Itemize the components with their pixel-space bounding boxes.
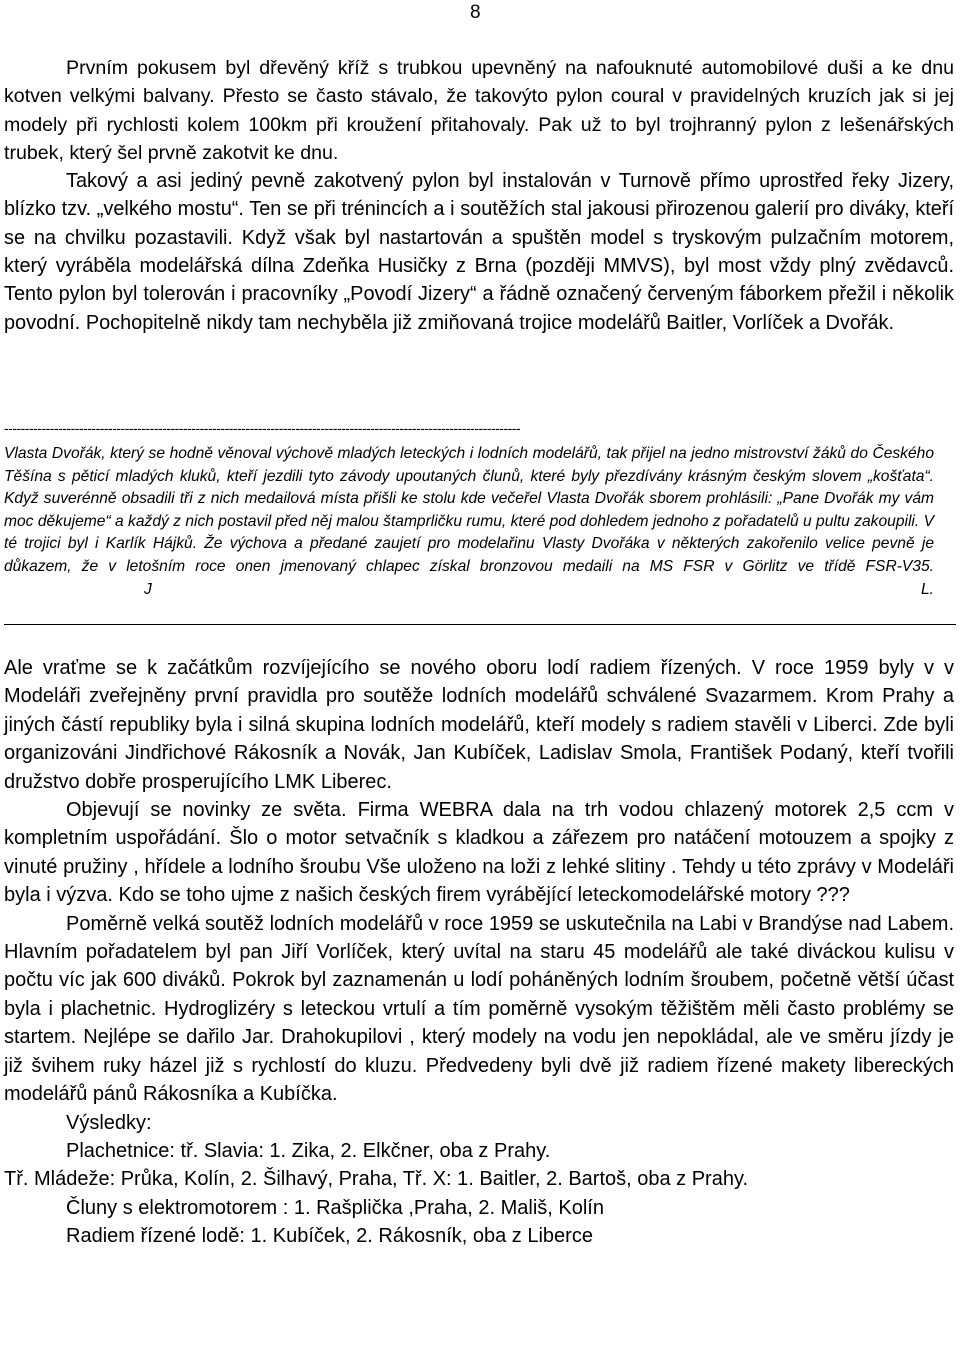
section-2 — [4, 654, 954, 1251]
footnote-text — [4, 443, 934, 601]
result-line-sailboats: Plachetnice: tř. Slavia: 1. Zika, 2. Elkčner, oba z Prahy. — [66, 1139, 551, 1162]
result-line-electric: Čluny s elektromotorem : 1. Rašplička ,Praha, 2. Mališ, Kolín — [66, 1196, 604, 1219]
paragraph-brandys-contest: Poměrně velká soutěž lodních modelářů v roce 1959 se uskutečnila na Labi v Brandýse nad Labem. Hlavním pořadatelem byl pan Jiří Vorlíček, který uvítal na staru 45 modelářů ale také diváckou kulisu v počtu víc jak 600 diváků. Pokrok byl zaznamenán u lodí poháněných lodním šroubem, početně větší účast byla i plachetnic. Hydroglizéry s leteckou vrtulí a tím poměrně vysokým těžištěm měli často problémy se startem. Nejlépe se dařilo Jar. Drahokupilovi , který modely na vodu jen nepokládal, ale ve směru jízdy je již švihem ruky házel již s rychlostí do kluzu. Předvedeny byli dvě již radiem řízené makety libereckých modelářů pánů Rákosníka a Kubíčka. — [4, 912, 954, 1106]
results-heading: Výsledky: — [66, 1111, 152, 1134]
section-1 — [4, 54, 954, 337]
footnote-box — [4, 443, 934, 601]
paragraph-pylon-history: Prvním pokusem byl dřevěný kříž s trubkou upevněný na nafouknuté automobilové duši a ke dnu kotven velkými balvany. Přesto se často stávalo, že takovýto pylon coural v pravidelných kruzích jak si jej modely při rychlosti kolem 100km při kroužení přitahovaly. Pak už to byl trojhranný pylon z lešenářských trubek, který šel prvně zakotvit ke dnu. — [4, 57, 954, 164]
footnote-body: Vlasta Dvořák, který se hodně věnoval výchově mladých leteckých i lodních modelářů, tak přijel na jedno mistrovství žáků do Českého Těšína s pěticí mladých kluků, kteří jezdili tyto závody upoutaných člunů, které byly přezdívány krásným českým slovem „košťata“. Když suverénně obsadili tři z nich medailová místa přišli ke stolu kde večeřel Vlasta Dvořák sborem prohlásili: „Pane Dvořák my vám moc děkujeme“ a každý z nich postavil před něj malou štamprličku rumu, které pod dohledem jednoho z pořadatelů u pultu zakoupili. V té trojici byl i Karlík Hájků. Že výchova a předané zaujetí pro modelařinu Vlasty Dvořáka v některých zakořenilo velice pevně je důkazem, že v letošním roce onen jmenovaný chlapec získal bronzovou medaili na MS FSR v Görlitz ve třídě FSR-V35. — [4, 445, 934, 575]
paragraph-turnov-pylon: Takový a asi jediný pevně zakotvený pylon byl instalován v Turnově přímo uprostřed řeky Jizery, blízko tzv. „velkého mostu“. Ten se při trénincích a i soutěžích stal jakousi přirozenou galerií pro diváky, kteří se na chvilku pozastavili. Když však byl nastartován a spuštěn model s tryskovým pulzačním motorem, který vyráběla modelářská dílna Zdeňka Husičky z Brna (později MMVS), byl most vždy plný zvědavců. Tento pylon byl tolerován i pracovníky „Povodí Jizery“ a řádně označený červeným fáborkem přežil i několik povodní. Pochopitelně nikdy tam nechyběla již zmiňovaná trojice modelářů Baitler, Vorlíček a Dvořák. — [4, 170, 954, 334]
dashed-separator: ---------------------------------------------------------------------------------------------------------------------------- — [4, 421, 521, 435]
results-heading-row — [4, 1109, 954, 1137]
paragraph-webra-engine: Objevují se novinky ze světa. Firma WEBRA dala na trh vodou chlazený motorek 2,5 ccm v kompletním uspořádání. Šlo o motor setvačník s kladkou a zářezem pro natáčení motouzem a spojky z vinuté pružiny , hřídele a lodního šroubu Vše uloženo na loži z lehké slitiny . Tehdy u této zprávy v Modeláři byla i výzva. Kdo se toho ujme z našich českých firem vyrábějící leteckomodelářské motory ??? — [4, 799, 954, 907]
paragraph-rc-boats: Ale vraťme se k začátkům rozvíjejícího se nového oboru lodí radiem řízených. V roce 1959 byly v v Modeláři zveřejněny první pravidla pro soutěže lodních modelářů schválené Svazarmem. Krom Prahy a jiných částí republiky byla i silná skupina lodních modelářů, kteří modely s radiem stavěli v Liberci. Zde byli organizováni Jindřichové Rákosník a Novák, Jan Kubíček, Ladislav Smola, František Podaný, kteří tvořili družstvo dobře prosperujícího LMK Liberec. — [4, 657, 954, 793]
footnote-signature: J L. — [144, 580, 934, 598]
horizontal-rule — [4, 624, 956, 625]
results-list — [4, 1137, 954, 1251]
result-line-youth: Tř. Mládeže: Průka, Kolín, 2. Šilhavý, Praha, Tř. X: 1. Baitler, 2. Bartoš, oba z Prahy. — [4, 1168, 749, 1191]
result-line-radio: Radiem řízené lodě: 1. Kubíček, 2. Rákosník, oba z Liberce — [66, 1225, 593, 1248]
page-number: 8 — [470, 2, 481, 23]
